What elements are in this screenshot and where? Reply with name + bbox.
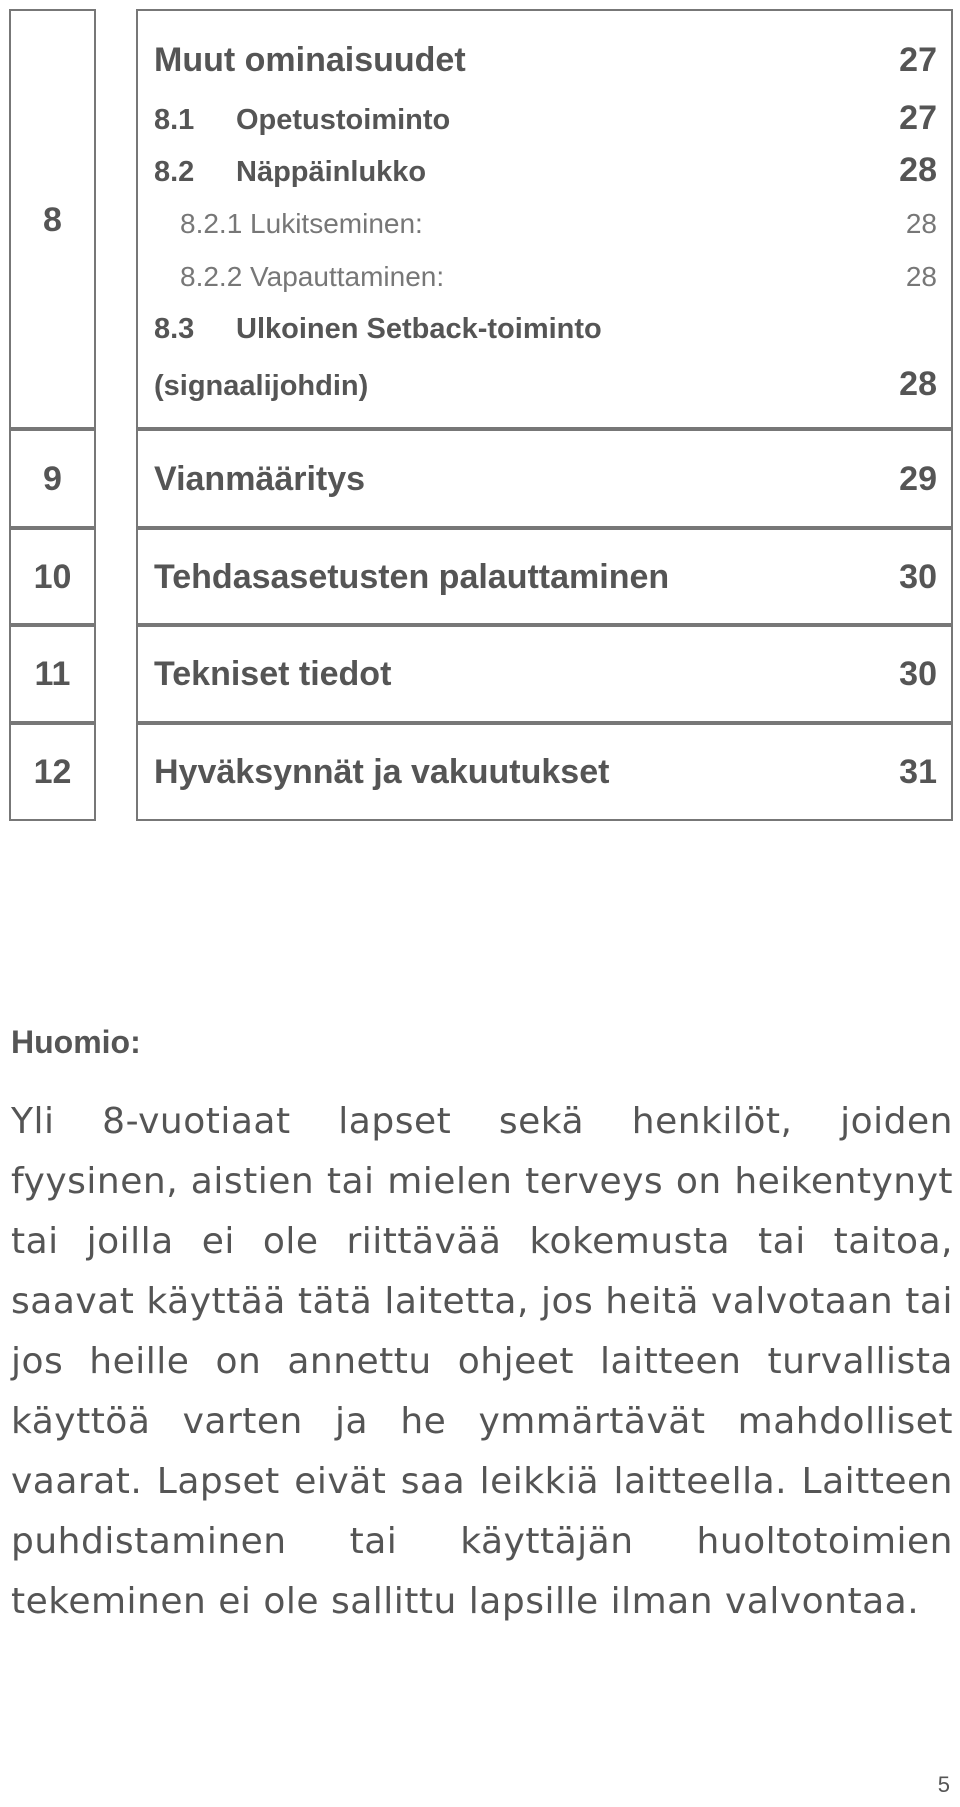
toc-section-10 bbox=[136, 528, 953, 625]
toc-entry[interactable] bbox=[154, 753, 937, 792]
notice-text: Yli 8-vuotiaat lapset sekä henkilöt, joiden fyysinen, aistien tai mielen terveys on heikentynyt tai joilla ei ole riittävää kokemusta tai taitoa, saavat käyttää tätä laitetta, jos heitä valvotaan tai jos heille on annettu ohjeet laitteen turvallista käyttöä varten ja he ymmärtävät mahdolliset vaarat. Lapset eivät saa leikkiä laitteella. Laitteen puhdistaminen tai käyttäjän huoltotoimien tekeminen ei ole sallittu lapsille ilman valvontaa. bbox=[11, 1101, 953, 1622]
toc-entry-title: Vianmääritys bbox=[154, 460, 366, 498]
toc-entry-page: 28 bbox=[905, 208, 937, 239]
toc-entry-continuation[interactable] bbox=[154, 365, 937, 404]
toc-entry-title: Opetustoiminto bbox=[236, 104, 451, 136]
toc-entry-page: 28 bbox=[905, 261, 937, 292]
toc-entry[interactable] bbox=[154, 151, 937, 190]
toc-entry-number: 8.3 bbox=[154, 313, 195, 345]
chapter-number: 11 bbox=[34, 655, 71, 693]
toc-entry-page: 27 bbox=[899, 99, 937, 137]
toc-entry-page: 27 bbox=[899, 41, 937, 79]
toc-entry[interactable] bbox=[154, 460, 937, 499]
toc-entry[interactable] bbox=[154, 558, 937, 597]
toc-subentry[interactable] bbox=[154, 261, 937, 293]
chapter-number: 8 bbox=[43, 201, 62, 239]
toc-entry-title: Muut ominaisuudet bbox=[154, 41, 466, 79]
chapter-number-cell bbox=[9, 9, 96, 429]
toc-entry[interactable] bbox=[154, 99, 937, 138]
toc-entry-page: 30 bbox=[899, 558, 937, 596]
toc-entry-page: 29 bbox=[899, 460, 937, 498]
toc-entry-number: 8.2 bbox=[154, 156, 195, 188]
chapter-number: 10 bbox=[33, 558, 72, 596]
toc-entry-title: 8.2.2 Vapauttaminen: bbox=[180, 261, 445, 292]
page-number: 5 bbox=[937, 1772, 950, 1797]
chapter-number: 9 bbox=[43, 460, 62, 498]
toc-entry-title: Tehdasasetusten palauttaminen bbox=[154, 558, 670, 596]
chapter-number-cell bbox=[9, 429, 96, 528]
toc-entry-title: Ulkoinen Setback-toiminto bbox=[236, 313, 602, 345]
toc-entry-title: Näppäinlukko bbox=[236, 156, 427, 188]
toc-entry[interactable] bbox=[154, 313, 937, 346]
toc-entry-page: 31 bbox=[899, 753, 937, 791]
notice-heading: Huomio: bbox=[11, 1024, 141, 1060]
toc-entry[interactable] bbox=[154, 655, 937, 694]
toc-entry-page: 30 bbox=[899, 655, 937, 693]
toc-section-11 bbox=[136, 625, 953, 723]
toc-entry-title: Tekniset tiedot bbox=[154, 655, 392, 693]
chapter-number-cell bbox=[9, 528, 96, 625]
toc-entry-title-continued: (signaalijohdin) bbox=[154, 370, 369, 402]
toc-section-9 bbox=[136, 429, 953, 528]
toc-section-12 bbox=[136, 723, 953, 821]
chapter-number: 12 bbox=[33, 753, 72, 791]
toc-subentry[interactable] bbox=[154, 208, 937, 240]
toc-entry[interactable] bbox=[154, 41, 937, 80]
toc-entry-page: 28 bbox=[899, 151, 937, 189]
chapter-number-cell bbox=[9, 625, 96, 723]
toc-entry-title: Hyväksynnät ja vakuutukset bbox=[154, 753, 610, 791]
chapter-number-cell bbox=[9, 723, 96, 821]
toc-entry-title: 8.2.1 Lukitseminen: bbox=[180, 208, 423, 239]
toc-entry-page: 28 bbox=[899, 365, 937, 403]
toc-section-8 bbox=[136, 9, 953, 429]
toc-entry-number: 8.1 bbox=[154, 104, 195, 136]
